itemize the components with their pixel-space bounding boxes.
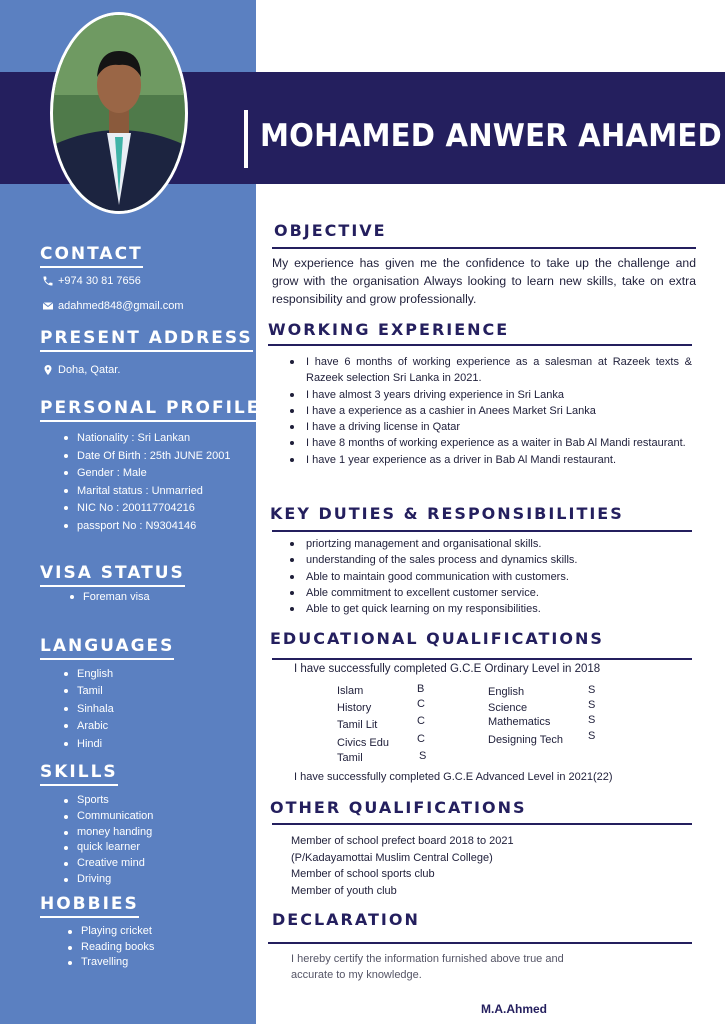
list-item: Arabic — [64, 718, 114, 735]
subject-name: Islam — [337, 685, 364, 697]
list-item: (P/Kadayamottai Muslim Central College) — [291, 851, 493, 864]
other-qualifications-heading: OTHER QUALIFICATIONS — [270, 798, 527, 817]
signature-name: M.A.Ahmed — [481, 1002, 547, 1016]
subject-name: History — [337, 702, 372, 714]
objective-text: My experience has given me the confidence to take up the challenge and grow with the organisation Always looking to learn new skills, take on extra responsibility and grow professionally. — [272, 256, 696, 306]
list-item: I have 1 year experience as a driver in Bab Al Mandi restaurant. — [290, 452, 692, 468]
list-item: Driving — [64, 872, 153, 888]
list-item: Able commitment to excellent customer service. — [290, 585, 692, 601]
list-item: Able to maintain good communication with customers. — [290, 569, 692, 585]
list-item: I have a driving license in Qatar — [290, 419, 692, 435]
subject-grade: C — [417, 715, 425, 727]
list-item: NIC No : 200117704216 — [64, 500, 230, 518]
list-item: Tamil — [64, 683, 114, 700]
list-item: Nationality : Sri Lankan — [64, 430, 230, 448]
subject-name: Science — [488, 702, 528, 714]
languages-heading: LANGUAGES — [40, 636, 174, 660]
languages-list — [64, 666, 114, 753]
subject-grade: S — [588, 714, 596, 726]
contact-heading: CONTACT — [40, 244, 143, 268]
list-item: Member of youth club — [291, 884, 397, 897]
list-item: Hindi — [64, 736, 114, 753]
list-item: priortzing management and organisational skills. — [290, 536, 692, 552]
list-item: Creative mind — [64, 856, 153, 872]
list-item: Able to get quick learning on my responsibilities. — [290, 601, 692, 617]
personal-profile-heading: PERSONAL PROFILE — [40, 398, 260, 422]
phone-number: +974 30 81 7656 — [58, 275, 141, 287]
skills-list — [64, 793, 153, 888]
subject-grade: B — [417, 683, 425, 695]
education-heading: EDUCATIONAL QUALIFICATIONS — [270, 629, 604, 648]
visa-list — [70, 589, 150, 606]
list-item: Travelling — [68, 955, 154, 971]
list-item: Communication — [64, 809, 153, 825]
objective-heading: OBJECTIVE — [274, 221, 387, 240]
list-item: Foreman visa — [70, 589, 150, 606]
list-item: Sports — [64, 793, 153, 809]
list-item: quick learner — [64, 840, 153, 856]
subject-grade: S — [588, 699, 596, 711]
candidate-name: MOHAMED ANWER AHAMED — [260, 118, 722, 154]
address-line — [42, 364, 120, 376]
list-item: Member of school prefect board 2018 to 2021 — [291, 835, 514, 847]
duties-rule — [272, 530, 692, 532]
objective-rule — [272, 247, 696, 249]
subject-name: Tamil Lit — [337, 719, 378, 731]
declaration-text: I hereby certify the information furnished above true and accurate to my knowledge. — [291, 953, 564, 981]
email-line — [42, 300, 184, 312]
subject-grade: C — [417, 698, 425, 710]
list-item: money handing — [64, 825, 153, 841]
visa-status-heading: VISA STATUS — [40, 563, 185, 587]
list-item: I have 8 months of working experience as a waiter in Bab Al Mandi restaurant. — [290, 435, 692, 451]
subject-name: Mathematics — [488, 716, 551, 728]
email-address: adahmed848@gmail.com — [58, 300, 184, 312]
list-item: passport No : N9304146 — [64, 518, 230, 536]
duties-list — [290, 536, 692, 617]
subject-name: Civics Edu — [337, 737, 389, 749]
list-item: Marital status : Unmarried — [64, 483, 230, 501]
list-item: Sinhala — [64, 701, 114, 718]
address-heading: PRESENT ADDRESS — [40, 328, 253, 352]
list-item: I have 6 months of working experience as a salesman at Razeek texts & Razeek selection Sri Lanka in 2021. — [290, 354, 692, 387]
list-item: I have a experience as a cashier in Anees Market Sri Lanka — [290, 403, 692, 419]
declaration-heading: DECLARATION — [272, 910, 420, 929]
subject-name: English — [488, 686, 525, 698]
envelope-icon — [42, 300, 54, 312]
personal-profile-list — [64, 430, 230, 536]
subject-name: Designing Tech — [488, 734, 564, 746]
profile-photo — [50, 12, 188, 214]
list-item: understanding of the sales process and dynamics skills. — [290, 552, 692, 568]
list-item: Reading books — [68, 940, 154, 956]
al-text: I have successfully completed G.C.E Advanced Level in 2021(22) — [294, 771, 613, 783]
key-duties-heading: KEY DUTIES & RESPONSIBILITIES — [270, 504, 624, 523]
list-item: Date Of Birth : 25th JUNE 2001 — [64, 448, 230, 466]
header-accent-bar — [244, 110, 248, 168]
hobbies-heading: HOBBIES — [40, 894, 139, 918]
address-value: Doha, Qatar. — [58, 364, 121, 376]
list-item: Gender : Male — [64, 465, 230, 483]
subject-grade: S — [588, 730, 596, 742]
hobbies-list — [68, 924, 154, 971]
subject-grade: S — [419, 750, 427, 762]
list-item: English — [64, 666, 114, 683]
location-pin-icon — [42, 364, 54, 376]
subject-grade: C — [417, 733, 425, 745]
skills-heading: SKILLS — [40, 762, 118, 786]
phone-line — [42, 275, 141, 287]
experience-list — [290, 354, 692, 468]
list-item: Playing cricket — [68, 924, 154, 940]
education-rule — [272, 658, 692, 660]
other-rule — [272, 823, 692, 825]
list-item: I have almost 3 years driving experience in Sri Lanka — [290, 387, 692, 403]
working-experience-heading: WORKING EXPERIENCE — [268, 320, 510, 339]
phone-icon — [42, 275, 54, 287]
ol-text: I have successfully completed G.C.E Ordinary Level in 2018 — [294, 663, 601, 675]
declaration-rule — [268, 942, 692, 944]
experience-rule — [268, 344, 692, 346]
subject-grade: S — [588, 684, 596, 696]
subject-name: Tamil — [337, 752, 363, 764]
list-item: Member of school sports club — [291, 868, 435, 881]
other-qualifications-list — [291, 833, 514, 899]
